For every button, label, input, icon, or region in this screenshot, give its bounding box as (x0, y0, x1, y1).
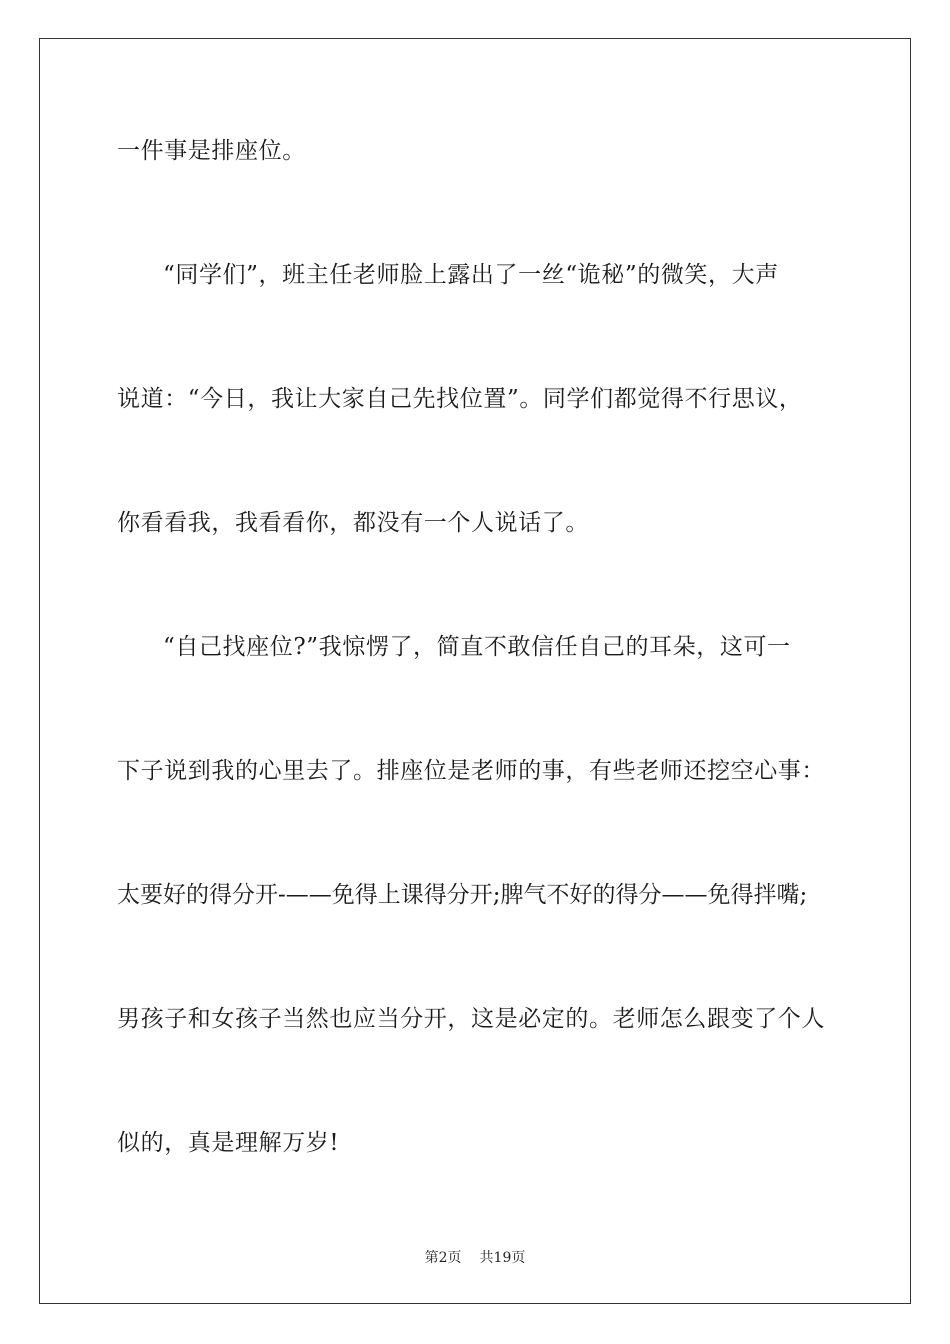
page-total: 共19页 (479, 1250, 526, 1266)
paragraph-line-7: 太要好的得分开-——免得上课得分开;脾气不好的得分——免得拌嘴; (117, 882, 808, 908)
paragraph-line-8: 男孩子和女孩子当然也应当分开，这是必定的。老师怎么跟变了个人 (117, 1006, 825, 1032)
page-number: 第2页 (424, 1250, 462, 1266)
paragraph-line-1: 一件事是排座位。 (117, 138, 306, 164)
paragraph-line-3: 说道：“今日，我让大家自己先找位置”。同学们都觉得不行思议， (117, 386, 803, 412)
paragraph-line-2: “同学们”，班主任老师脸上露出了一丝“诡秘”的微笑，大声 (163, 262, 779, 288)
page-footer (0, 1248, 950, 1268)
paragraph-line-4: 你看看我，我看看你，都没有一个人说话了。 (117, 510, 589, 536)
page-border (39, 38, 911, 1304)
paragraph-line-5: “自己找座位?”我惊愣了，简直不敢信任自己的耳朵，这可一 (163, 634, 791, 660)
paragraph-line-6: 下子说到我的心里去了。排座位是老师的事，有些老师还挖空心事： (117, 758, 825, 784)
paragraph-line-9: 似的，真是理解万岁! (117, 1130, 340, 1156)
